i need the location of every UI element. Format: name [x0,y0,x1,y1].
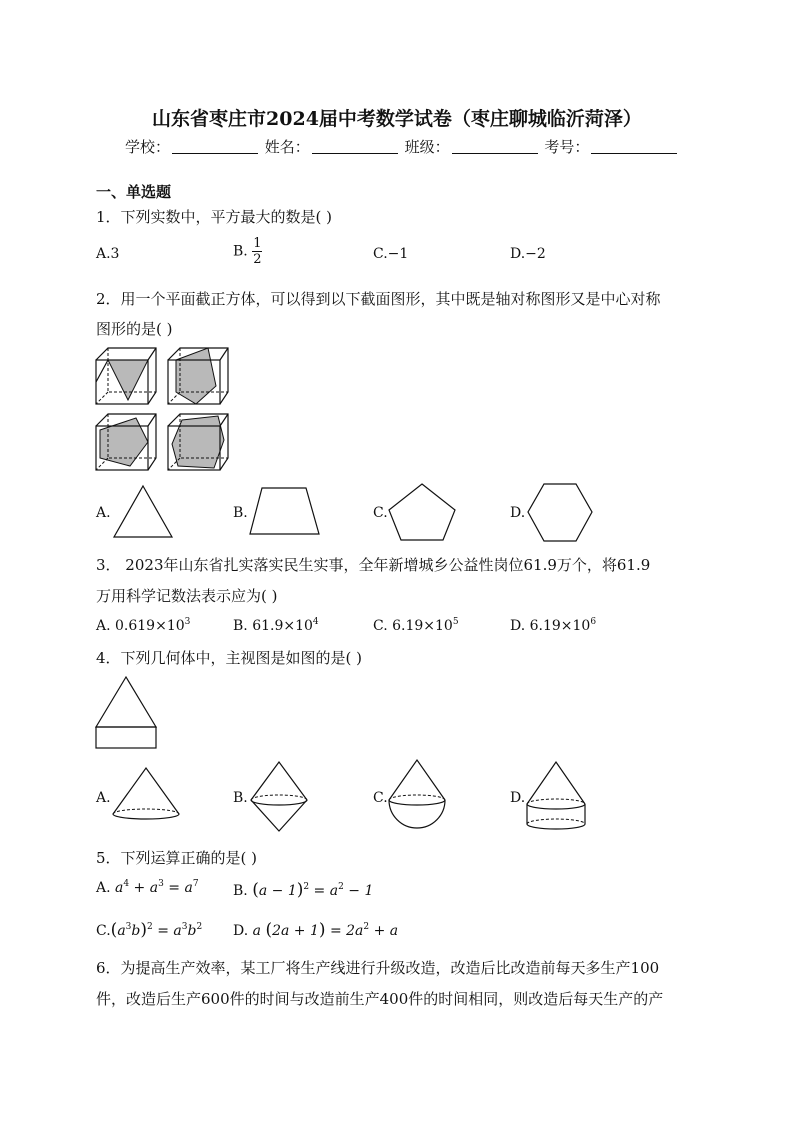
q5-d-expression: a $(2a + 1) = 2a^2 + a$ [252,920,399,940]
student-info-fields [125,136,679,157]
q4-option-a-label[interactable]: A. [96,790,111,806]
question-2-stem-line2: 图形的是( ) [96,320,173,338]
q5-option-c[interactable] [96,920,202,940]
q3-b-exponent: 4 [312,617,319,627]
q3-a-exponent: 3 [184,617,191,627]
fraction-numerator: 1 [253,236,262,251]
front-view-figure [95,675,159,751]
question-6-stem-line2: 件，改造后生产600件的时间与改造前生产400件的时间相同，则改造后每天生产的产 [96,990,664,1008]
question-4-stem: 4．下列几何体中，主视图是如图的是( ) [96,649,363,667]
q5-option-d[interactable] [233,920,398,940]
cone-cylinder-shape [525,760,587,832]
class-label: 班级： [404,138,450,156]
question-5-stem: 5．下列运算正确的是( ) [96,849,258,867]
q1-option-a[interactable]: A.3 [96,246,120,262]
exam-number-label: 考号： [544,138,590,156]
pentagon-shape [387,482,459,542]
question-6-stem-line1: 6．为提高生产效率，某工厂将生产线进行升级改造，改造后比改造前每天多生产100 [96,959,660,977]
cube-2 [168,348,228,404]
class-blank[interactable] [452,139,538,154]
q3-option-a[interactable] [96,618,190,634]
q1-option-c[interactable]: C.−1 [373,246,409,262]
exam-title: 山东省枣庄市2024届中考数学试卷（枣庄聊城临沂菏泽） [152,108,642,130]
q1-option-b[interactable] [233,236,262,267]
q5-a-label: A. [96,880,111,896]
q3-option-b[interactable] [233,618,319,634]
q1-option-d[interactable]: D.−2 [510,246,546,262]
q5-option-b[interactable] [233,880,373,900]
q5-c-label: C. [96,923,111,939]
trapezoid-shape [248,486,322,536]
hexagon-shape [526,482,594,544]
q3-a-base: A. 0.619×10 [96,618,185,634]
double-cone-shape [249,760,309,834]
name-label: 姓名： [264,138,310,156]
q2-option-b-label[interactable]: B. [233,505,248,521]
q4-option-b-label[interactable]: B. [233,790,248,806]
q4-option-d-label[interactable]: D. [510,790,526,806]
q5-b-label: B. [233,883,248,899]
q1-option-b-label: B. [233,243,248,260]
q3-d-exponent: 6 [590,617,597,627]
q3-c-exponent: 5 [452,617,459,627]
q5-c-expression: $(a^3b)^2 = a^3b^2$ [110,920,203,940]
q5-d-label: D. [233,923,249,939]
cube-4 [168,414,228,470]
cube-1 [96,348,156,404]
q3-b-base: B. 61.9×10 [233,618,313,634]
school-blank[interactable] [172,139,258,154]
section-heading: 一、单选题 [96,183,172,201]
exam-number-blank[interactable] [591,139,677,154]
q3-d-base: D. 6.19×10 [510,618,591,634]
q3-c-base: C. 6.19×10 [373,618,453,634]
q5-option-a[interactable] [96,880,199,896]
q3-option-d[interactable] [510,618,596,634]
fraction-denominator: 2 [253,252,262,267]
q2-option-a-label[interactable]: A. [96,505,111,521]
triangle-shape [112,484,174,540]
name-blank[interactable] [312,139,398,154]
cube-3 [96,414,156,470]
q2-option-c-label[interactable]: C. [373,505,388,521]
cone-shape [111,766,181,824]
cone-hemisphere-shape [387,758,447,838]
q3-option-c[interactable] [373,618,459,634]
q4-option-c-label[interactable]: C. [373,790,388,806]
question-2-stem-line1: 2．用一个平面截正方体，可以得到以下截面图形，其中既是轴对称图形又是中心对称 [96,290,661,308]
question-3-stem-line1: 3． 2023年山东省扎实落实民生实事，全年新增城乡公益性岗位61.9万个，将61.9 [96,556,651,574]
cube-cross-sections-figure [92,344,242,476]
q2-option-d-label[interactable]: D. [510,505,526,521]
question-3-stem-line2: 万用科学记数法表示应为( ) [96,587,278,605]
fraction [252,236,262,267]
school-label: 学校： [125,138,171,156]
q5-a-expression: $a^4 + a^3 = a^7$ [115,879,199,896]
question-1-stem: 1．下列实数中，平方最大的数是( ) [96,208,333,226]
q5-b-expression: $(a - 1)^2 = a^2 - 1$ [252,880,374,900]
